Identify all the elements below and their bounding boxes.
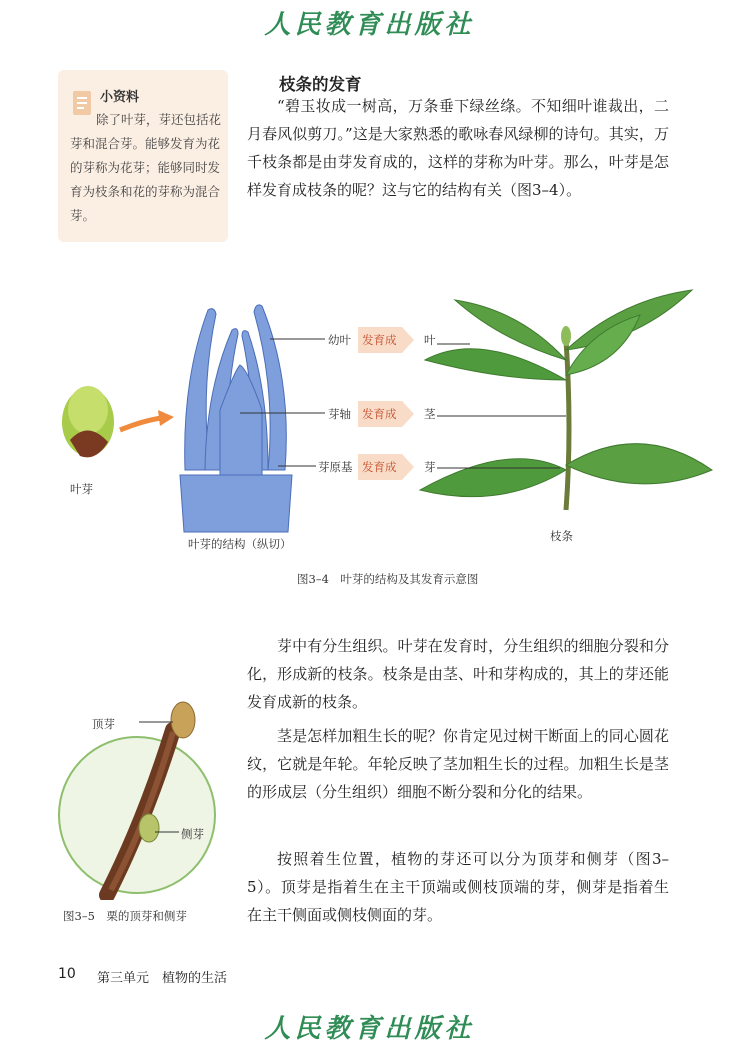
label-side-bud: 侧芽 — [181, 827, 204, 841]
section-heading: 枝条的发育 — [279, 75, 362, 94]
label-leaf: 叶 — [424, 333, 436, 347]
figure-3-4-illustration — [0, 270, 739, 590]
sidebar-title: 小资料 — [100, 90, 140, 105]
sidebar-text: 除了叶芽，芽还包括花芽和混合芽。能够发育为花的芽称为花芽；能够同时发育为枝条和花的芽称为混合芽。 — [70, 112, 222, 223]
label-young-leaf: 幼叶 — [328, 333, 351, 347]
paragraph-4: 按照着生位置，植物的芽还可以分为顶芽和侧芽（图3–5）。顶芽是指着生在主干顶端或侧枝顶端的芽，侧芽是指着生在主干侧面或侧枝侧面的芽。 — [247, 850, 669, 924]
label-bud-primordium: 芽原基 — [318, 460, 353, 474]
caption-bud-structure: 叶芽的结构（纵切） — [188, 537, 292, 551]
sidebar-note — [58, 70, 228, 242]
label-bud-axis: 芽轴 — [328, 407, 351, 421]
publisher-logo-header: 人民教育出版社 — [264, 10, 475, 40]
develop-arrow-3: 发育成 — [358, 454, 410, 480]
figure-3-5-caption: 图3–5 栗的顶芽和侧芽 — [63, 909, 187, 923]
figure-3-4 — [0, 270, 739, 590]
paragraph-1: “碧玉妆成一树高，万条垂下绿丝绦。不知细叶谁裁出，二月春风似剪刀。”这是大家熟悉的歌咏春风绿柳的诗句。其实，万千枝条都是由芽发育成的，这样的芽称为叶芽。那么，叶芽是怎样发育成枝条的呢？这与它的结构有关（图3–4）。 — [247, 97, 669, 199]
develop-arrow-2: 发育成 — [358, 401, 410, 427]
leaf-bud-image — [62, 386, 114, 457]
figure-3-4-caption: 图3–4 叶芽的结构及其发育示意图 — [297, 572, 479, 586]
publisher-logo-footer: 人民教育出版社 — [264, 1014, 475, 1044]
caption-branch: 枝条 — [550, 529, 573, 543]
unit-title: 第三单元 植物的生活 — [97, 971, 228, 986]
develop-arrow-1: 发育成 — [358, 327, 410, 353]
figure-3-5 — [55, 700, 235, 930]
paragraph-3: 茎是怎样加粗生长的呢？你肯定见过树干断面上的同心圆花纹，它就是年轮。年轮反映了茎加粗生长的过程。加粗生长是茎的形成层（分生组织）细胞不断分裂和分化的结果。 — [247, 727, 669, 801]
paragraph-2: 芽中有分生组织。叶芽在发育时，分生组织的细胞分裂和分化，形成新的枝条。枝条是由茎、叶和芽构成的，其上的芽还能发育成新的枝条。 — [247, 637, 669, 711]
orange-arrow — [120, 410, 174, 430]
label-top-bud: 顶芽 — [92, 717, 115, 731]
chestnut-bud-image — [55, 700, 235, 900]
label-bud: 芽 — [424, 460, 436, 474]
page-number: 10 — [58, 966, 76, 982]
branch-image — [420, 290, 712, 510]
label-stem: 茎 — [424, 407, 436, 421]
label-leaf-bud: 叶芽 — [70, 482, 93, 496]
